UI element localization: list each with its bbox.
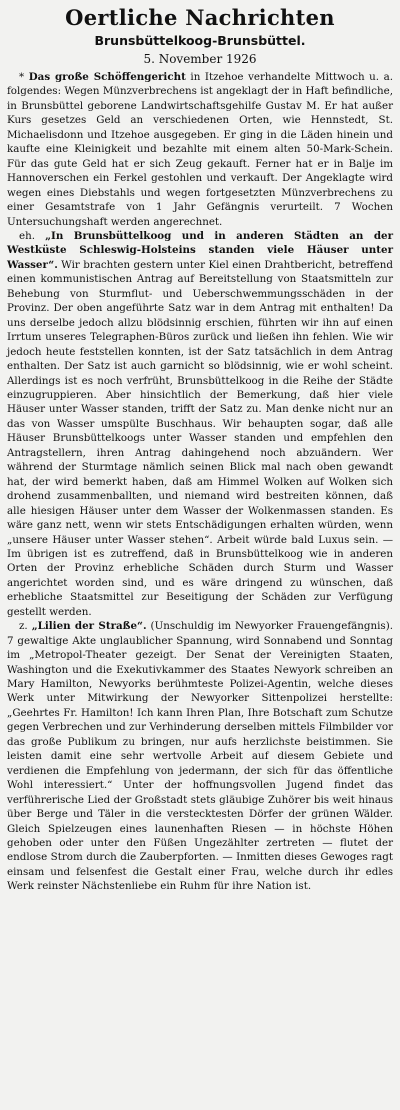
article-court bbox=[7, 70, 393, 229]
article-marker: * bbox=[19, 71, 25, 83]
issue-date: 5. November 1926 bbox=[143, 52, 257, 66]
article-body: in Itzehoe verhandelte Mittwoch u. a. folgendes: Wegen Münzverbrechens ist angeklagt der in Haft befindliche, in Brunsbüttel geborene Landwirtschaftsgehilfe Gustav M. Er hat außer Kurs gesetzes Geld an verschiedenen Orten, wie Hennstedt, St. Michaelisdonn und Itzehoe ausgegeben. Er ging in die Läden hinein und kaufte eine Kleinigkeit und bezahlte mit einem alten 50-Mark-Schein. Für das gute Geld hat er sich Zeug gekauft. Ferner hat er in Balje im Hannoverschen ein Ferkel gestohlen und verkauft. Der Angeklagte wird wegen eines Diebstahls und wegen fortgesetzten Münzverbrechens zu einer Gesamtstrafe von 1 Jahr Gefängnis verurteilt. 7 Wochen Untersuchungshaft werden angerechnet. bbox=[7, 71, 394, 228]
article-body: Wir brachten gestern unter Kiel einen Drahtbericht, betreffend einen kommunistischen Antrag auf Bereitstellung von Staatsmitteln zur Behebung von Sturmflut- und Ueberschwemmungsschäden in der Provinz. Der oben angeführte Satz war in dem Antrag mit enthalten! Da uns derselbe jedoch allzu blödsinnig erschien, führten wir ihn auf einen Irrtum unseres Telegraphen-Büros zurück und ließen ihn fehlen. Wie wir jedoch heute feststellen konnten, ist der Satz tatsächlich in dem Antrag enthalten. Der Satz ist auch garnicht so blödsinnig, wie er wohl scheint. Allerdings ist es noch verfrüht, Brunsbüttelkoog in die Reihe der Städte einzugruppieren. Aber hinsichtlich der Bemerkung, daß hier viele Häuser unter Wasser standen, trifft der Satz zu. Man denke nicht nur an das von Wasser umspülte Buschhaus. Wir behaupten sogar, daß alle Häuser Brunsbüttelkoogs unter Wasser standen und empfehlen den Antragstellern, ihren Antrag dahingehend noch abzuändern. Wer während der Sturmtage nämlich seinen Blick mal nach oben gewandt hat, der wird bemerkt haben, daß am Himmel Wolken auf Wolken sich drohend zusammenballten, und niemand wird bestreiten können, daß alle hiesigen Häuser unter dem Wasser der Wolkenmassen standen. Es wäre ganz nett, wenn wir stets Entschädigungen erhalten würden, wenn „unsere Häuser unter Wasser stehen“. Arbeit würde bald Luxus sein. — Im übrigen ist es zutreffend, daß in Brunsbüttelkoog wie in anderen Orten der Provinz erhebliche Schäden durch Sturm und Wasser angerichtet worden sind, und es wäre dringend zu wünschen, daß erhebliche Staatsmittel zur Beseitigung der Schäden zur Verfügung gestellt werden. bbox=[7, 258, 393, 618]
article-film bbox=[7, 619, 393, 894]
news-column bbox=[7, 70, 393, 894]
article-body: (Unschuldig im Newyorker Frauengefängnis). 7 gewaltige Akte unglaublicher Spannung, wird Sonnabend und Sonntag im „Metropol-Theater gezeigt. Der Senat der Vereinigten Staaten, Washington und die Exekutivkammer des Staates Newyork schreiben an Mary Hamilton, Newyorks berühmteste Polizei-Agentin, welche dieses Werk unter Mitwirkung der Newyorker Sittenpolizei herstellte: „Geehrtes Fr. Hamilton! Ich kann Ihren Plan, Ihre Botschaft zum Schutze gegen Verbrechen und zur Verhinderung derselben mittels Filmbilder vor das große Publikum zu bringen, nur aufs herzlichste beistimmen. Sie leisten damit eine sehr wertvolle Arbeit auf diesem Gebiete und verdienen die Empfehlung von jedermann, der sich für das öffentliche Wohl interessiert.“ Unter der hoffnungsvollen Jugend findet das verführerische Lied der Großstadt stets gläubige Zuhörer bis weit hinaus über Berge und Täler in die verstecktesten Dörfer der grünen Wälder. Gleich Spielzeugen eines launenhaften Riesen — in höchste Höhen gehoben oder unter den Füßen Ungezählter zertreten — flutet der endlose Strom durch die Zauberpforten. — Inmitten dieses Gewoges ragt einsam und felsenfest die Gestalt einer Frau, welche durch ihr edles Werk reinster Nächstenliebe ein Ruhm für ihre Nation ist. bbox=[7, 620, 393, 893]
article-flood bbox=[7, 229, 393, 619]
section-subtitle: Brunsbüttelkoog-Brunsbüttel. bbox=[94, 33, 306, 48]
article-marker: z. bbox=[19, 620, 28, 633]
article-lead: Das große Schöffengericht bbox=[28, 71, 186, 83]
article-marker: eh. bbox=[19, 229, 35, 242]
section-title: Oertliche Nachrichten bbox=[65, 5, 335, 30]
article-lead: „Lilien der Straße“. bbox=[31, 620, 147, 633]
article-lead: „In Brunsbüttelkoog und in anderen Städten an der Westküste Schleswig-Holsteins standen viele Häuser unter Wasser“. bbox=[7, 229, 393, 271]
